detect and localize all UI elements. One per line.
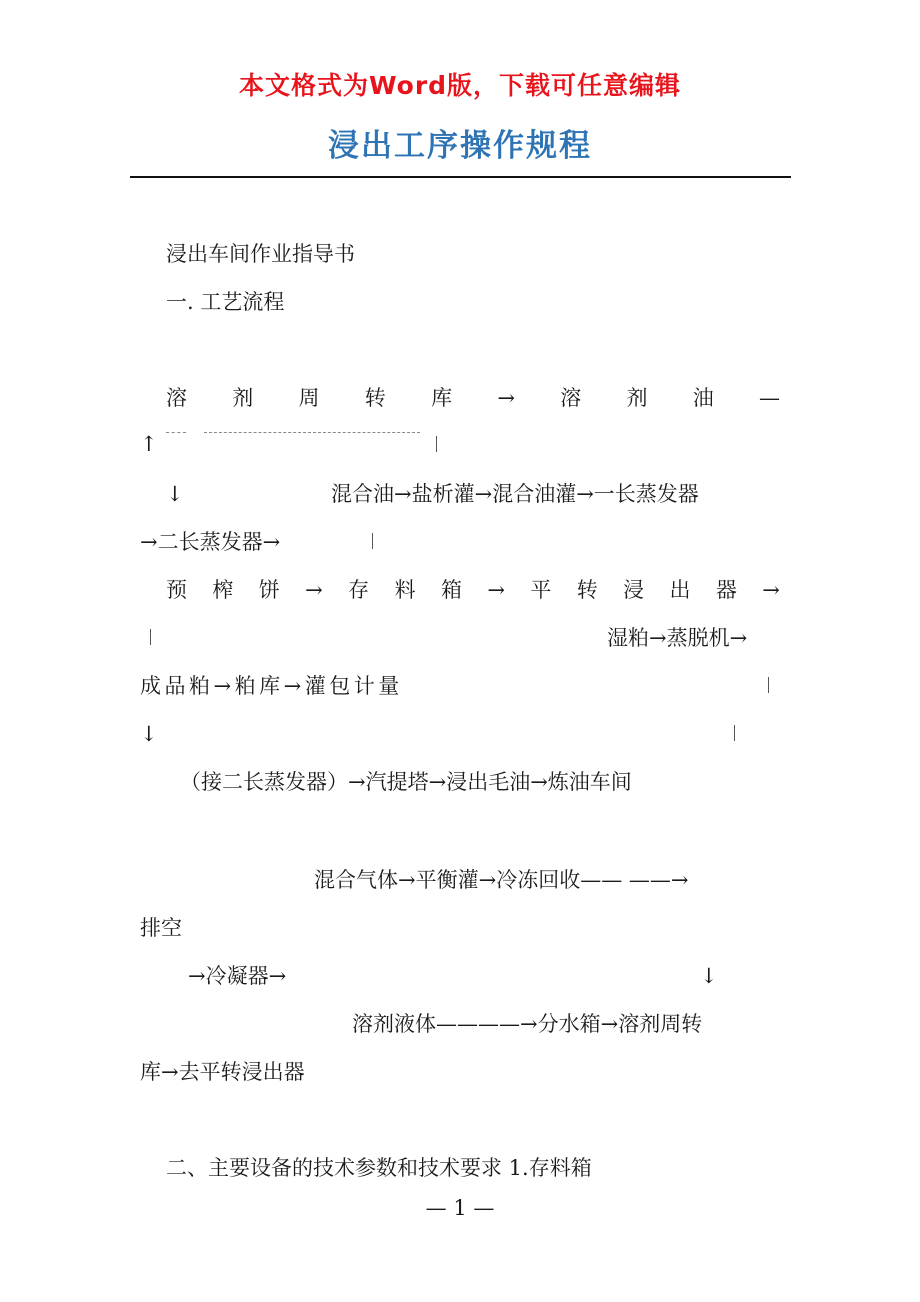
- section-process-flow: 一. 工艺流程: [166, 290, 285, 314]
- connector-bar-4: [768, 677, 769, 693]
- arrow-down-3: ↓: [700, 964, 718, 988]
- connector-bar-3: [150, 629, 151, 645]
- flow-line-solvent-liquid: 溶剂液体————→分水箱→溶剂周转: [352, 1012, 703, 1036]
- flow-line-mixed-gas: 混合气体→平衡灌→冷冻回收—— ——→: [314, 868, 689, 892]
- connector-bar-5: [734, 725, 735, 741]
- flow-line-finished-meal: 成品粕→粕库→灌包计量: [140, 674, 403, 698]
- document-title: 浸出工序操作规程: [328, 128, 592, 164]
- flow-line-condenser: →冷凝器→: [188, 964, 287, 988]
- flow-line-return: 库→去平转浸出器: [140, 1060, 305, 1084]
- arrow-up: ↑: [140, 432, 158, 456]
- flow-line-mixed-oil: 混合油→盐析灌→混合油灌→一长蒸发器: [331, 482, 699, 506]
- dashed-connector-b: [204, 432, 420, 433]
- connector-bar-1: [436, 436, 437, 452]
- section-equipment: 二、主要设备的技术参数和技术要求 1.存料箱: [166, 1156, 592, 1180]
- subtitle-workshop-guide: 浸出车间作业指导书: [166, 242, 355, 266]
- flow-line-precake: 预 榨 饼 → 存 料 箱 → 平 转 浸 出 器 →: [166, 578, 780, 602]
- title-divider: [130, 176, 791, 178]
- flow-line-solvent: 溶 剂 周 转 库 → 溶 剂 油 —: [166, 386, 780, 410]
- flow-line-vent: 排空: [140, 916, 182, 940]
- format-banner: 本文格式为Word版，下载可任意编辑: [238, 71, 682, 100]
- dashed-connector-a: [166, 432, 186, 433]
- arrow-down-2: ↓: [140, 722, 158, 746]
- flow-line-wet-meal: 湿粕→蒸脱机→: [607, 626, 748, 650]
- flow-line-stripping: （接二长蒸发器）→汽提塔→浸出毛油→炼油车间: [180, 770, 632, 794]
- flow-line-evaporator: →二长蒸发器→: [140, 530, 281, 554]
- arrow-down-1: ↓: [166, 482, 184, 506]
- connector-bar-2: [372, 533, 373, 549]
- page-number: — 1 —: [425, 1196, 495, 1220]
